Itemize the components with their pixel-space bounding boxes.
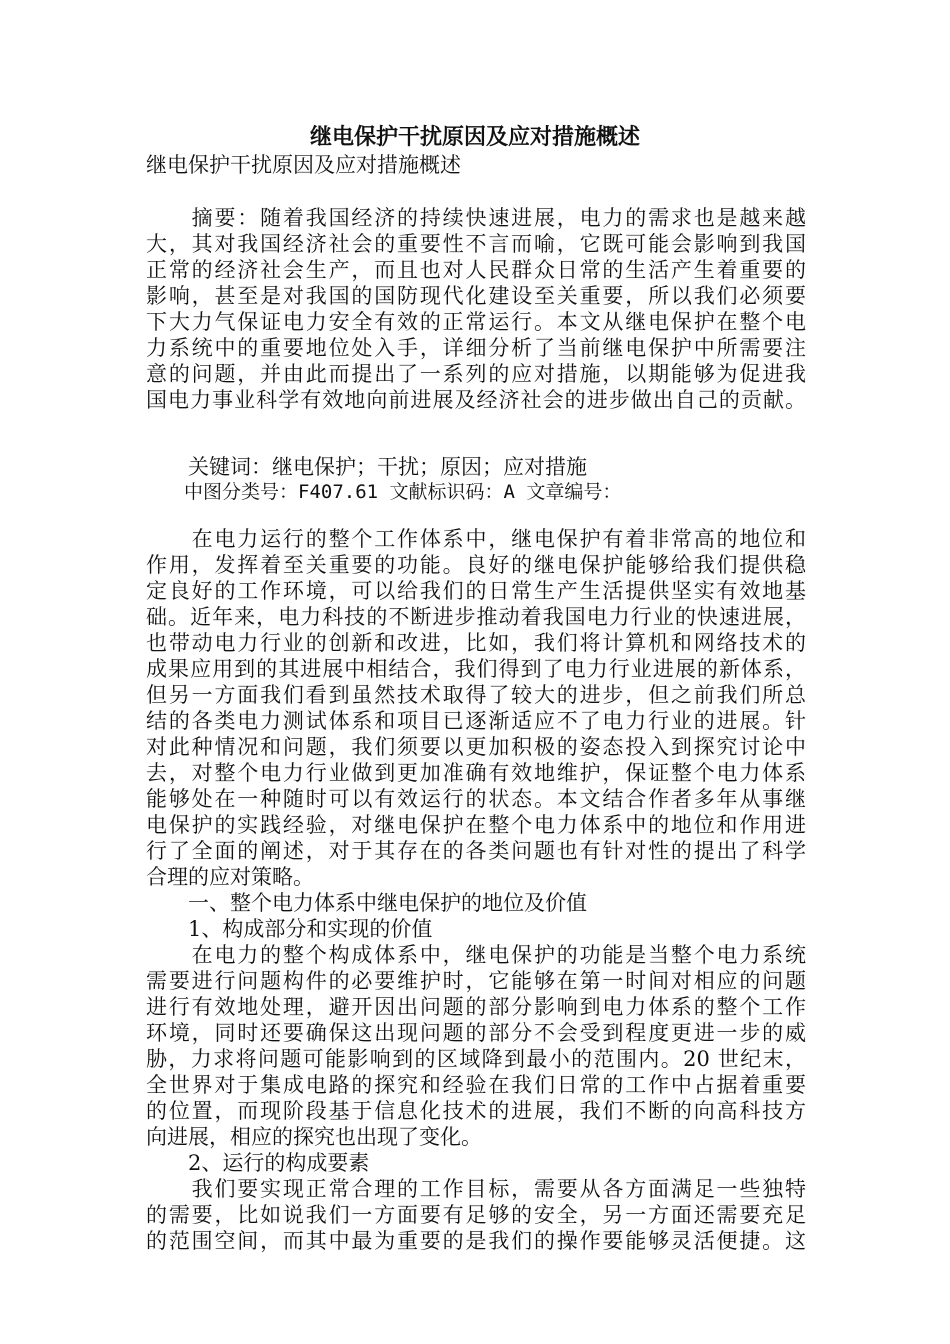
body-line: 但另一方面我们看到虽然技术取得了较大的进步，但之前我们所总 [146, 683, 806, 707]
body-line: 对此种情况和问题，我们须要以更加积极的姿态投入到探究讨论中 [146, 735, 806, 759]
body-line: 作用，发挥着至关重要的功能。良好的继电保护能够给我们提供稳 [146, 553, 806, 577]
body-line: 全世界对于集成电路的探究和经验在我们日常的工作中占据着重要 [146, 1073, 806, 1097]
subsection-heading: 2、运行的构成要素 [146, 1151, 370, 1175]
document-title: 继电保护干扰原因及应对措施概述 [309, 125, 640, 150]
keywords-line: 关键词：继电保护；干扰；原因；应对措施 [146, 455, 587, 479]
body-line: 去，对整个电力行业做到更加准确有效地维护，保证整个电力体系 [146, 761, 806, 785]
abstract-line: 摘要：随着我国经济的持续快速进展，电力的需求也是越来越 [146, 206, 806, 230]
body-line: 在电力的整个构成体系中，继电保护的功能是当整个电力系统 [146, 943, 806, 967]
body-line: 在电力运行的整个工作体系中，继电保护有着非常高的地位和 [146, 527, 806, 551]
body-line: 需要进行问题构件的必要维护时，它能够在第一时间对相应的问题 [146, 969, 806, 993]
document-subtitle: 继电保护干扰原因及应对措施概述 [146, 153, 461, 177]
section-heading: 一、整个电力体系中继电保护的地位及价值 [146, 891, 587, 915]
body-line: 的需要，比如说我们一方面要有足够的安全，另一方面还需要充足 [146, 1203, 806, 1227]
abstract-line: 正常的经济社会生产，而且也对人民群众日常的生活产生着重要的 [146, 258, 806, 282]
body-line: 合理的应对策略。 [146, 865, 314, 889]
abstract-line: 力系统中的重要地位处入手，详细分析了当前继电保护中所需要注 [146, 336, 806, 360]
abstract-line: 影响，甚至是对我国的国防现代化建设至关重要，所以我们必须要 [146, 284, 806, 308]
abstract-line: 大，其对我国经济社会的重要性不言而喻，它既可能会影响到我国 [146, 232, 806, 256]
body-line: 也带动电力行业的创新和改进，比如，我们将计算机和网络技术的 [146, 631, 806, 655]
subsection-heading: 1、构成部分和实现的价值 [146, 917, 433, 941]
body-line: 定良好的工作环境，可以给我们的日常生产生活提供坚实有效地基 [146, 579, 806, 603]
body-line: 的位置，而现阶段基于信息化技术的进展，我们不断的向高科技方 [146, 1099, 806, 1123]
body-line: 我们要实现正常合理的工作目标，需要从各方面满足一些独特 [146, 1177, 806, 1201]
body-line: 环境，同时还要确保这出现问题的部分不会受到程度更进一步的威 [146, 1021, 806, 1045]
body-line: 的范围空间，而其中最为重要的是我们的操作要能够灵活便捷。这 [146, 1229, 806, 1253]
body-line: 进行有效地处理，避开因出问题的部分影响到电力体系的整个工作 [146, 995, 806, 1019]
classification-line: 中图分类号：F407.61 文献标识码：A 文章编号： [146, 481, 622, 503]
body-line: 成果应用到的其进展中相结合，我们得到了电力行业进展的新体系， [146, 657, 806, 681]
body-line: 结的各类电力测试体系和项目已逐渐适应不了电力行业的进展。针 [146, 709, 806, 733]
body-line: 础。近年来，电力科技的不断进步推动着我国电力行业的快速进展， [146, 605, 806, 629]
abstract-line: 国电力事业科学有效地向前进展及经济社会的进步做出自己的贡献。 [146, 388, 806, 412]
body-line: 向进展，相应的探究也出现了变化。 [146, 1125, 482, 1149]
body-line: 胁，力求将问题可能影响到的区域降到最小的范围内。20 世纪末， [146, 1047, 806, 1071]
abstract-line: 下大力气保证电力安全有效的正常运行。本文从继电保护在整个电 [146, 310, 806, 334]
body-line: 行了全面的阐述，对于其存在的各类问题也有针对性的提出了科学 [146, 839, 806, 863]
body-line: 能够处在一种随时可以有效运行的状态。本文结合作者多年从事继 [146, 787, 806, 811]
body-line: 电保护的实践经验，对继电保护在整个电力体系中的地位和作用进 [146, 813, 806, 837]
abstract-line: 意的问题，并由此而提出了一系列的应对措施，以期能够为促进我 [146, 362, 806, 386]
